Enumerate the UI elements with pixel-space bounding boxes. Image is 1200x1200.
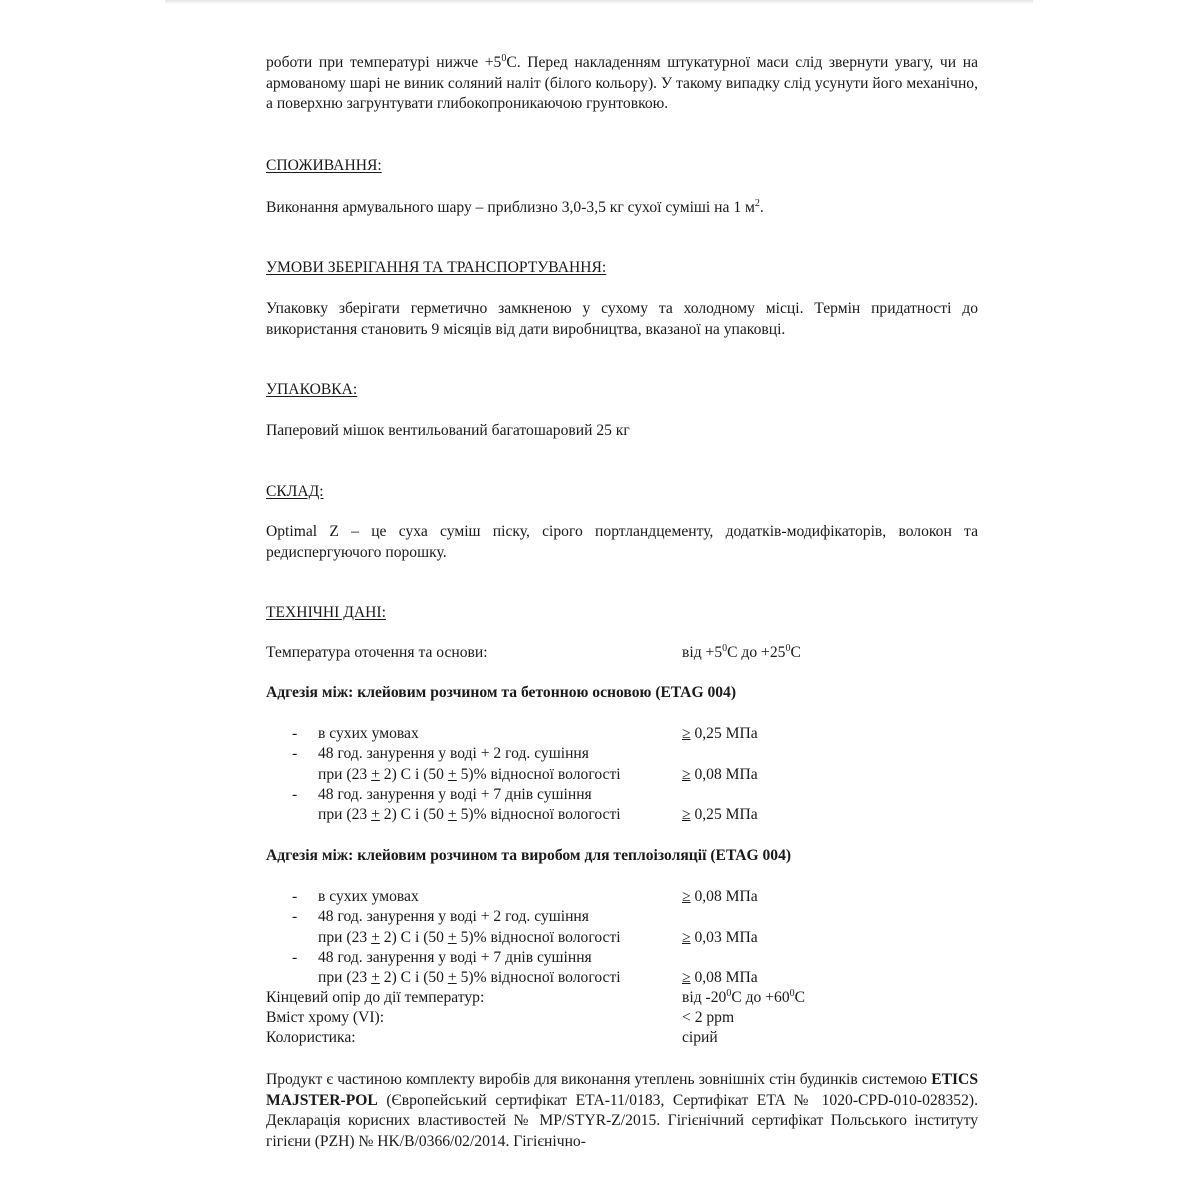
adh1-row-4 [266,785,978,805]
adh1-label-4: 48 год. занурення у воді + 7 днів сушіння [318,786,592,803]
adh2-value-1 [682,887,758,908]
list-dash: - [292,745,298,762]
adh2-label-3-c: 5)% відносної вологості [456,929,621,946]
adh1-value-1-text: 0,25 МПа [690,725,758,742]
temp-value-c: С [790,644,801,661]
adh1-label-3-b: 2) С і (50 [379,766,448,783]
adh1-label-2: 48 год. занурення у воді + 2 год. сушіння [318,745,589,762]
adh2-value-3-text: 0,03 МПа [690,929,758,946]
temp-value [682,643,801,664]
temp-value-b: С до +25 [727,644,786,661]
resistance-sup2: 0 [789,988,795,999]
temp-row [266,643,978,663]
adh1-label-5-c: 5)% відносної вологості [456,806,621,823]
adh1-row-5 [266,805,978,825]
adh2-value-5-text: 0,08 МПа [690,969,758,986]
storage-heading: УМОВИ ЗБЕРІГАННЯ ТА ТРАНСПОРТУВАННЯ: [266,259,607,276]
adh1-row-2 [266,744,978,764]
consumption-superscript: 2 [754,198,760,209]
consumption-text: Виконання армувального шару – приблизно 3,0-3,5 кг сухої суміші на 1 м [266,199,755,216]
adh1-value-3-text: 0,08 МПа [690,766,758,783]
temp-value-a: від +5 [682,644,723,661]
adh2-row-2 [266,907,978,927]
list-dash: - [292,888,298,905]
adh1-value-3 [682,765,758,786]
list-dash: - [292,786,298,803]
pm-sign: + [447,969,457,986]
ge-sign: ≥ [682,806,691,823]
resistance-value-a: від -20 [682,989,727,1006]
pm-sign: + [371,969,380,986]
adh2-row-4 [266,948,978,968]
adh2-row-5 [266,968,978,988]
adh1-value-1 [682,724,758,745]
resistance-sup1: 0 [726,988,732,999]
page-top-shadow [165,0,1033,4]
composition-heading: СКЛАД: [266,483,324,500]
consumption-paragraph [266,198,978,219]
composition-paragraph: Optimal Z – це суха суміш піску, сірого портландцементу, додатків-модифікаторів, волокон та редиспергуючого порошку. [266,523,978,561]
adh1-label-5 [318,805,621,826]
pm-sign: + [447,806,457,823]
adh2-value-5 [682,968,758,989]
adh2-value-1-text: 0,08 МПа [690,888,758,905]
ge-sign: ≥ [682,929,691,946]
footer-paragraph [266,1070,978,1152]
ge-sign: ≥ [682,725,691,742]
pm-sign: + [447,766,457,783]
pm-sign: + [371,929,380,946]
intro-text: роботи при температурі нижче +5 [266,54,502,71]
intro-superscript: 0 [501,53,507,64]
adh1-label-3-a: при (23 [318,766,372,783]
footer-brand: ETICS MAJSTER-POL [266,1071,978,1109]
adh1-value-5-text: 0,25 МПа [690,806,758,823]
adh1-label-5-b: 2) С і (50 [379,806,448,823]
pm-sign: + [371,766,380,783]
adh2-label-2: 48 год. занурення у воді + 2 год. сушіння [318,908,589,925]
color-row [266,1028,978,1048]
pm-sign: + [447,929,457,946]
intro-text-rest: С. Перед накладенням штукатурної маси слід звернути увагу, чи на армованому шарі не виник соляний наліт (білого кольору). У такому випадку слід усунути його механічно, а поверхню загрунтувати глибокопроникаючою грунтовкою. [266,54,978,112]
adh2-value-3 [682,928,758,949]
ge-sign: ≥ [682,969,691,986]
chrome-label: Вміст хрому (VI): [266,1009,385,1026]
adh2-label-5-b: 2) С і (50 [379,969,448,986]
adh2-label-5-c: 5)% відносної вологості [456,969,621,986]
resistance-value-c: С [794,989,806,1006]
resistance-value-b: С до +60 [731,989,790,1006]
adhesion-concrete-heading: Адгезія між: клейовим розчином та бетонною основою (ETAG 004) [266,684,737,701]
resistance-label: Кінцевий опір до дії температур: [266,989,485,1006]
adh2-label-1: в сухих умовах [318,888,419,905]
packaging-paragraph: Паперовий мішок вентильований багатошаровий 25 кг [266,422,630,439]
consumption-heading: СПОЖИВАННЯ: [266,157,382,174]
footer-text-a: Продукт є частиною комплекту виробів для виконання утеплень зовнішніх стін будинків системою [266,1071,932,1088]
resistance-value [682,988,805,1009]
adh1-row-3 [266,765,978,785]
adh1-label-3-c: 5)% відносної вологості [456,766,621,783]
packaging-heading: УПАКОВКА: [266,381,358,398]
adh2-label-5-a: при (23 [318,969,372,986]
temp-value-sup2: 0 [785,643,791,654]
list-dash: - [292,908,298,925]
resistance-row [266,988,978,1008]
pm-sign: + [371,806,380,823]
adh2-label-3-b: 2) С і (50 [379,929,448,946]
consumption-end: . [759,199,764,216]
list-dash: - [292,725,298,742]
adh2-label-3 [318,928,621,949]
chrome-value: < 2 ppm [682,1009,735,1026]
color-value: сірий [682,1029,718,1046]
adh1-row-1 [266,724,978,744]
adh2-label-3-a: при (23 [318,929,372,946]
temp-label: Температура оточення та основи: [266,644,488,661]
chrome-row [266,1008,978,1028]
tech-heading: ТЕХНІЧНІ ДАНІ: [266,604,386,621]
color-label: Колористика: [266,1029,356,1046]
footer-text-b: (Європейський сертифікат ETA-11/0183, Сертифікат ETA № 1020-CPD-010-028352). Декларація корисних властивостей № MP/STYR-Z/2015. Гігієнічний сертифікат Польського інституту гігієни (PZH) № HK/B/0366/02/2014. Гігієнічно- [266,1091,978,1150]
intro-paragraph [266,53,978,115]
adh1-label-5-a: при (23 [318,806,372,823]
ge-sign: ≥ [682,766,691,783]
storage-paragraph: Упаковку зберігати герметично замкненою у сухому та холодному місці. Термін придатності до використання становить 9 місяців від дати виробництва, вказаної на упаковці. [266,300,978,338]
ge-sign: ≥ [682,888,691,905]
adh2-label-5 [318,968,621,989]
adh1-label-1: в сухих умовах [318,725,419,742]
temp-value-sup1: 0 [722,643,728,654]
adhesion-insulation-heading: Адгезія між: клейовим розчином та виробом для теплоізоляції (ETAG 004) [266,847,792,864]
adh2-row-3 [266,928,978,948]
adh2-label-4: 48 год. занурення у воді + 7 днів сушіння [318,949,592,966]
adh2-row-1 [266,887,978,907]
adh1-value-5 [682,805,758,826]
list-dash: - [292,949,298,966]
adh1-label-3 [318,765,621,786]
